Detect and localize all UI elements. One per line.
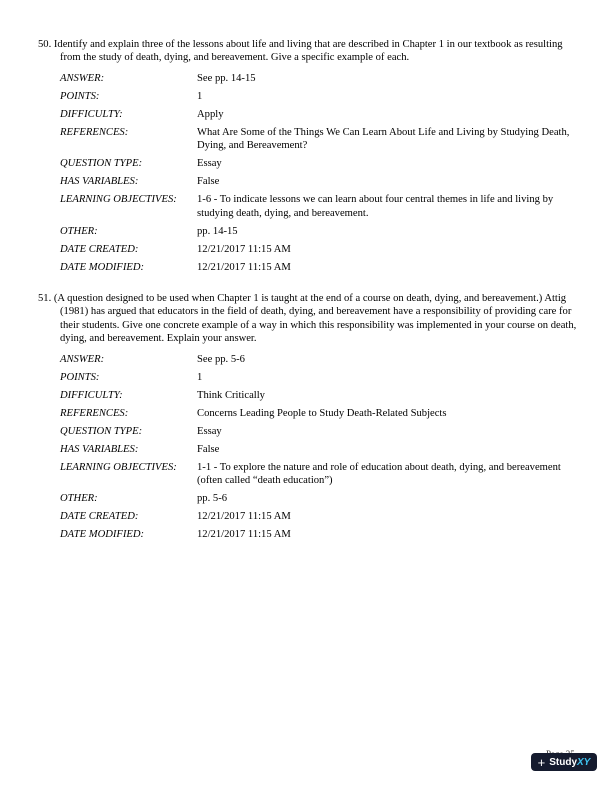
meta-label: HAS VARIABLES: (60, 176, 139, 188)
meta-row-references (60, 126, 578, 157)
meta-value: False (197, 443, 220, 455)
meta-row-date-created (60, 243, 578, 261)
question-stem (38, 292, 578, 346)
meta-value: Essay (197, 158, 222, 170)
meta-label: DIFFICULTY: (60, 389, 123, 401)
meta-label: DATE CREATED: (60, 511, 139, 523)
meta-value: 1 (197, 90, 203, 102)
meta-label: REFERENCES: (60, 407, 129, 419)
meta-row-question-type (60, 157, 578, 175)
meta-row-points (60, 371, 578, 389)
meta-row-date-modified (60, 261, 578, 279)
question-metadata-table (60, 353, 578, 546)
meta-row-difficulty (60, 108, 578, 126)
meta-row-date-created (60, 510, 578, 528)
meta-value: pp. 14-15 (197, 225, 238, 237)
meta-value: Apply (197, 108, 224, 120)
plus-icon: + (537, 754, 546, 770)
meta-row-learning-objectives (60, 461, 578, 492)
question-number: 50. (38, 39, 52, 50)
meta-row-difficulty (60, 389, 578, 407)
meta-value: Essay (197, 425, 222, 437)
meta-label: POINTS: (60, 371, 100, 383)
meta-row-has-variables (60, 175, 578, 193)
meta-label: POINTS: (60, 90, 100, 102)
meta-row-date-modified (60, 528, 578, 546)
meta-row-references (60, 407, 578, 425)
meta-row-question-type (60, 425, 578, 443)
meta-value: Concerns Leading People to Study Death-Related Subjects (197, 407, 447, 419)
meta-value: 1-1 - To explore the nature and role of education about death, dying, and bereavement (often called “death education”) (197, 461, 561, 487)
meta-value: 12/21/2017 11:15 AM (197, 511, 291, 523)
question-50 (38, 38, 578, 279)
meta-label: OTHER: (60, 493, 98, 505)
question-stem (38, 38, 578, 65)
question-text: Identify and explain three of the lessons about life and living that are described in Chapter 1 in our textbook as resulting from the study of death, dying, and bereavement. Give a specific example of each. (53, 39, 563, 64)
meta-value: 12/21/2017 11:15 AM (197, 261, 291, 273)
meta-label: QUESTION TYPE: (60, 425, 143, 437)
badge-brand (549, 757, 590, 768)
meta-row-points (60, 90, 578, 108)
meta-value: See pp. 14-15 (197, 72, 256, 84)
meta-value: pp. 5-6 (197, 493, 228, 505)
meta-row-answer (60, 72, 578, 90)
meta-label: QUESTION TYPE: (60, 158, 143, 170)
meta-label: HAS VARIABLES: (60, 443, 139, 455)
meta-value: What Are Some of the Things We Can Learn About Life and Living by Studying Death, Dying, and Bereavement? (197, 126, 570, 152)
meta-value: See pp. 5-6 (197, 353, 245, 365)
meta-label: ANSWER: (60, 353, 105, 365)
meta-label: DATE CREATED: (60, 243, 139, 255)
meta-label: DATE MODIFIED: (60, 529, 145, 541)
meta-label: LEARNING OBJECTIVES: (60, 194, 177, 206)
meta-label: REFERENCES: (60, 126, 129, 138)
meta-value: 1 (197, 371, 203, 383)
question-number: 51. (38, 293, 52, 304)
meta-value: False (197, 176, 220, 188)
meta-row-learning-objectives (60, 193, 578, 224)
badge-brand-accent: XY (577, 756, 591, 768)
meta-row-has-variables (60, 443, 578, 461)
meta-label: DIFFICULTY: (60, 108, 123, 120)
question-metadata-table (60, 72, 578, 279)
meta-label: LEARNING OBJECTIVES: (60, 461, 177, 473)
meta-label: DATE MODIFIED: (60, 261, 145, 273)
meta-row-other (60, 492, 578, 510)
meta-value: Think Critically (197, 389, 265, 401)
meta-row-other (60, 225, 578, 243)
meta-row-answer (60, 353, 578, 371)
meta-value: 12/21/2017 11:15 AM (197, 529, 291, 541)
studyxy-badge[interactable] (531, 753, 597, 771)
meta-label: ANSWER: (60, 72, 105, 84)
question-text: (A question designed to be used when Chapter 1 is taught at the end of a course on death, dying, and bereavement.) Attig (1981) has argued that educators in the field of death, dying, and bereavement have a responsibility of providing care for their students. Give one concrete example of a way in which this responsibility was implemented in your course on death, dying, and bereavement. Explain your answer. (53, 293, 577, 345)
question-51 (38, 292, 578, 546)
meta-value: 1-6 - To indicate lessons we can learn about four central themes in life and living by studying death, dying, and bereavement. (197, 194, 554, 219)
meta-value: 12/21/2017 11:15 AM (197, 243, 291, 255)
meta-label: OTHER: (60, 225, 98, 237)
badge-brand-prefix: Study (549, 756, 578, 768)
